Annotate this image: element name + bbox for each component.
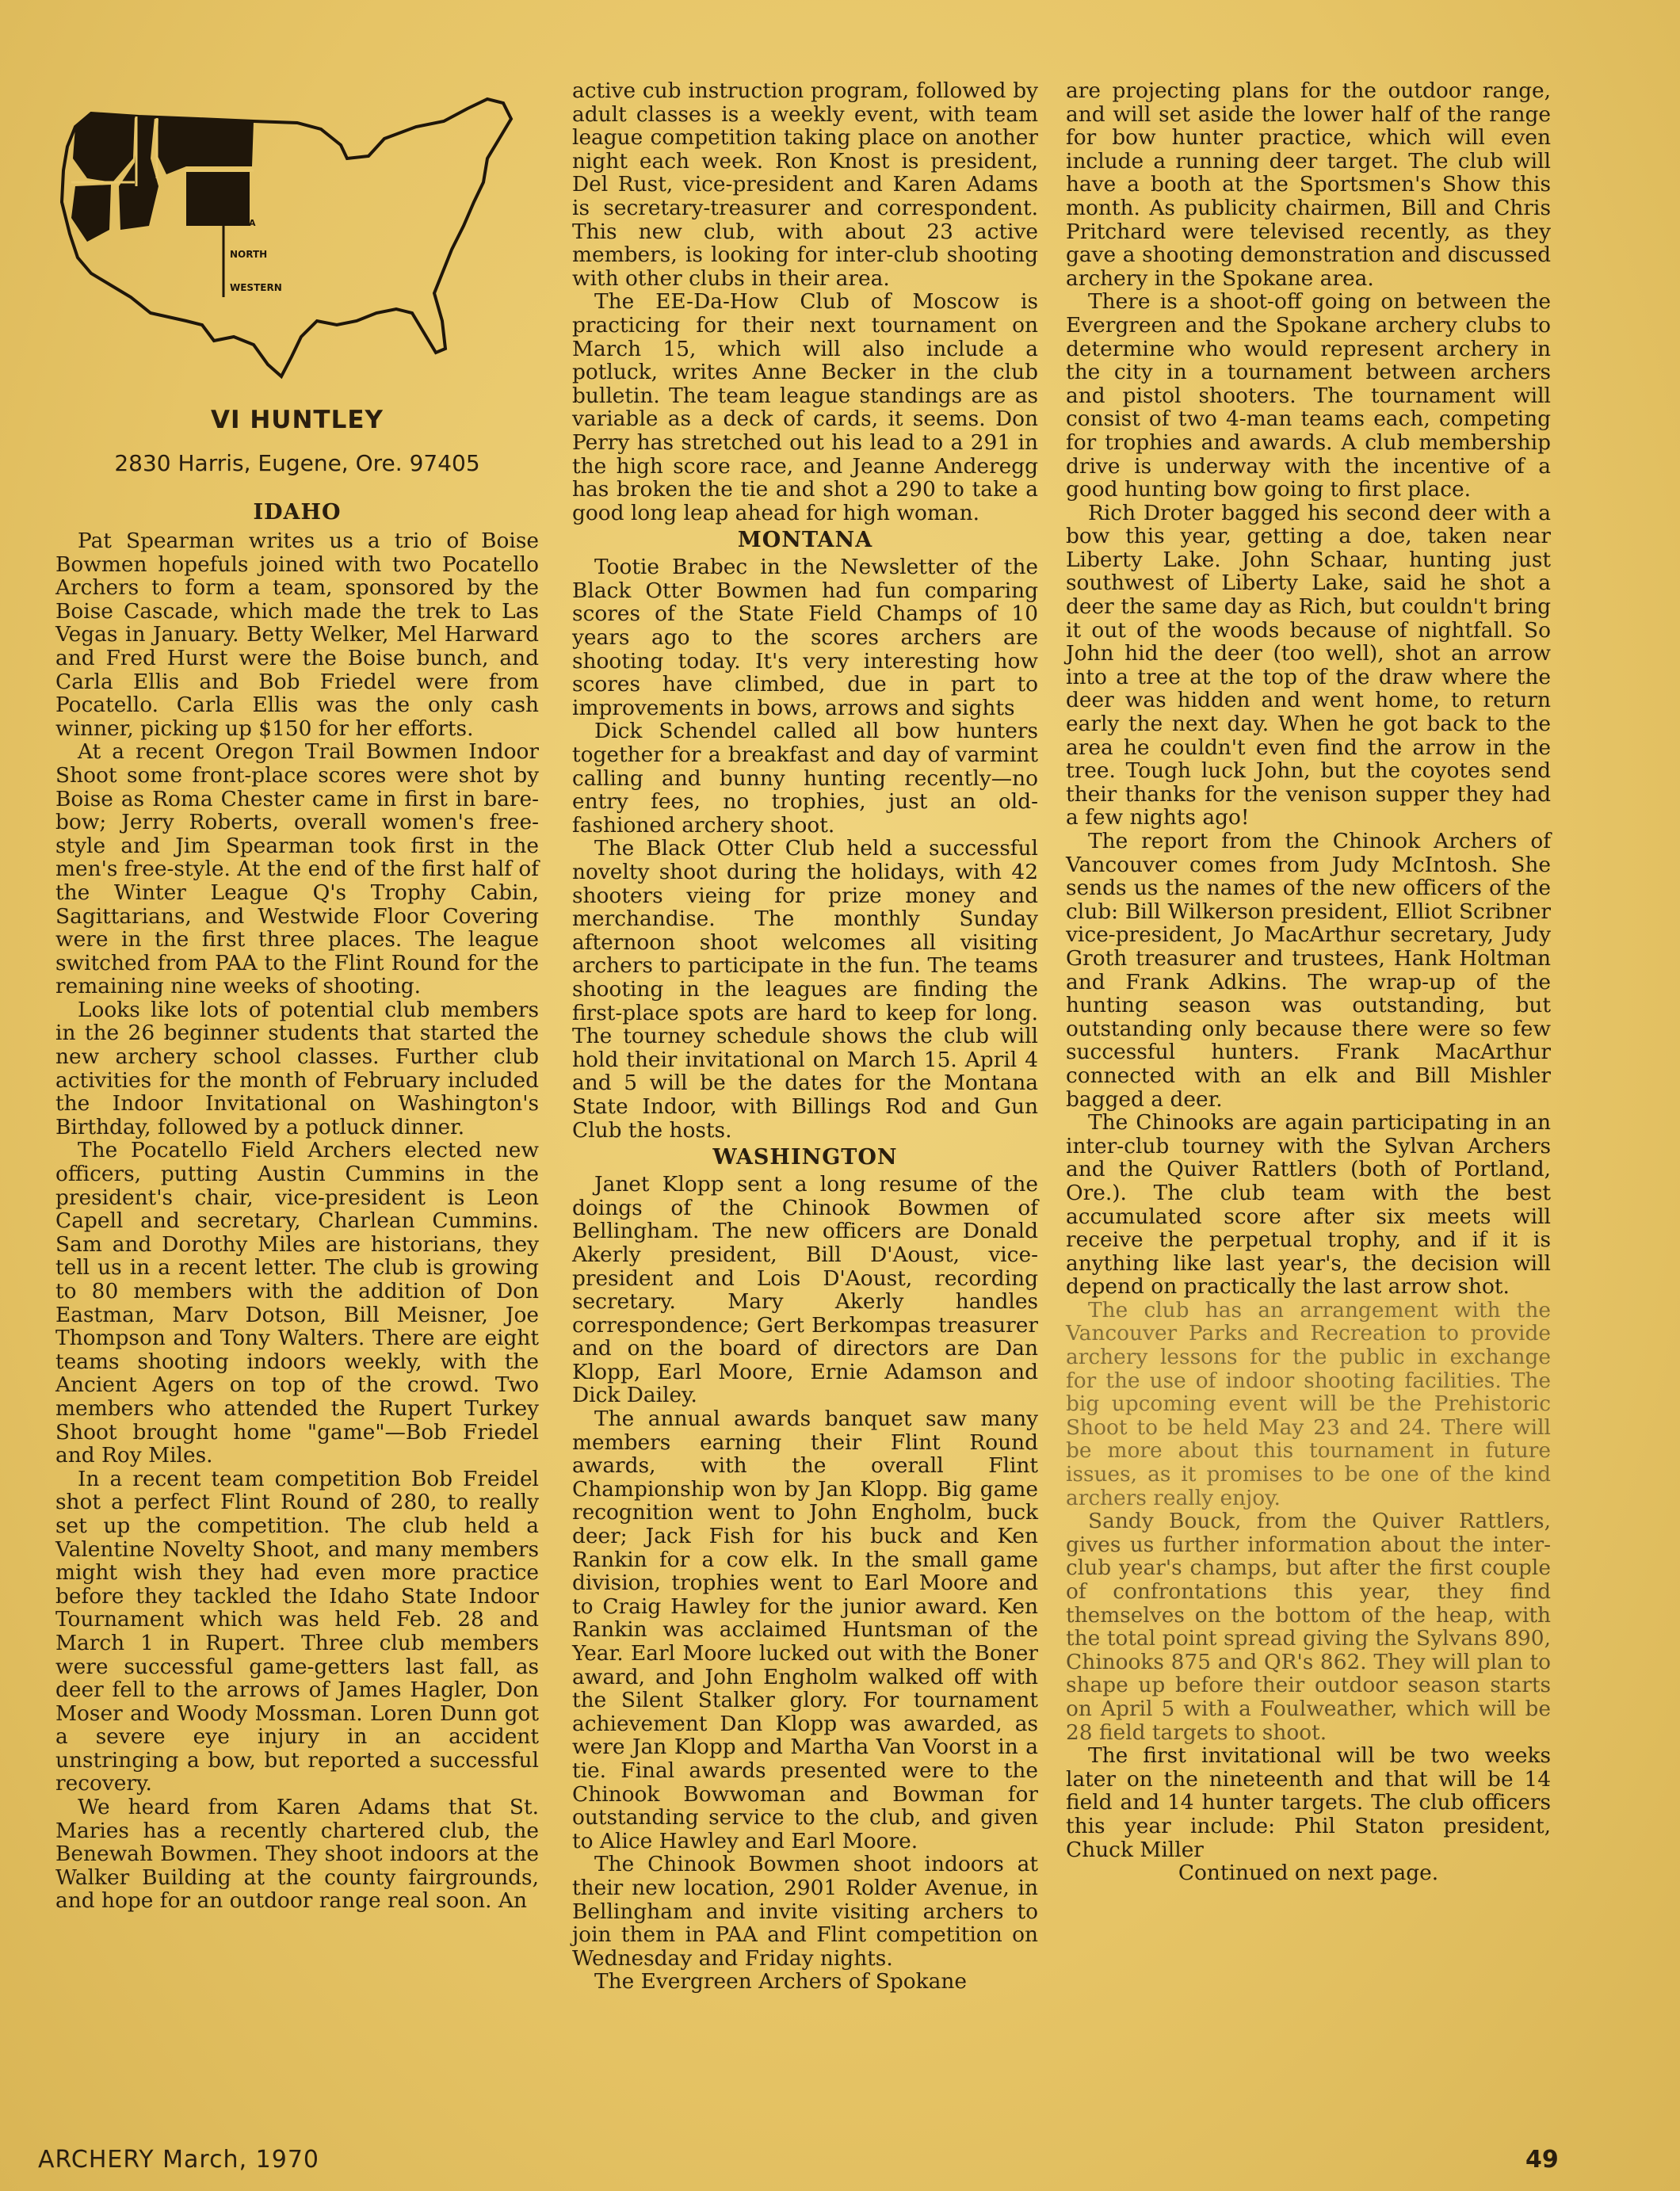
paragraph: In a recent team competition Bob Freidel shot a perfect Flint Round of 280, to really set up the competition. The club held a Valentine Novelty Shoot, and many members might wish they had even more practice before they tackled the Idaho State Indoor Tournament which was held Feb. 28 and March 1 in Rupert. Three club members were successful game-getters last fall, as deer fell to the arrows of James Hagler, Don Moser and Woody Mossman. Loren Dunn got a severe eye injury in an accident unstringing a bow, but reported a successful recovery. — [55, 1466, 539, 1796]
map-label-western: WESTERN — [230, 282, 282, 293]
paragraph: The Chinooks are again participating in an inter-club tourney with the Sylvan Archers and the Quiver Rattlers (both of Portland, Ore.). The club team with the best accumulated score after six meets will receive the perpetual trophy, and if it is anything like last year's, the decision will depend on practically the last arrow shot. — [1066, 1110, 1551, 1300]
state-montana — [157, 118, 254, 174]
section-heading-montana: MONTANA — [737, 528, 873, 553]
paragraph: There is a shoot-off going on between the Evergreen and the Spokane archery clubs to determine who would represent archery in the city in a tournament between archers and pistol shooters. The tournament will consist of two 4-man teams each, competing for trophies and awards. A club membership drive is underway with the incentive of a good hunting bow going to first place. — [1066, 289, 1551, 502]
section-heading-washington: WASHINGTON — [712, 1145, 898, 1170]
paragraph: Janet Klopp sent a long resume of the doings of the Chinook Bowmen of Bellingham. The new officers are Donald Akerly president, Bill D'Aoust, vice-president and Lois D'Aoust, recording secretary. Mary Akerly handles correspondence; Gert Berkompas treasurer and on the board of directors are Dan Klopp, Earl Moore, Ernie Adamson and Dick Dailey. — [572, 1172, 1038, 1408]
paragraph: are projecting plans for the outdoor range, and will set aside the lower half of the range for bow hunter practice, which will even include a running deer target. The club will have a booth at the Sportsmen's Show this month. As publicity chairmen, Bill and Chris Pritchard were televised recently, as they gave a shooting demonstration and discussed archery in the Spokane area. — [1066, 78, 1551, 291]
usa-map-graphic — [55, 83, 539, 396]
region-map — [55, 83, 539, 396]
paragraph: At a recent Oregon Trail Bowmen Indoor Shoot some front-place scores were shot by Boise as Roma Chester came in first in bare-bow; Jerry Roberts, overall women's free-style and Jim Spearman took first in the men's free-style. At the end of the first half of the Winter League Q's Trophy Cabin, Sagittarians, and Westwide Floor Covering were in the first three places. The league switched from PAA to the Flint Round for the remaining nine weeks of shooting. — [55, 739, 539, 999]
page-number: 49 — [1525, 2146, 1559, 2174]
map-label-nfaa: NFAA — [230, 218, 256, 228]
paragraph: Sandy Bouck, from the Quiver Rattlers, gives us further information about the inter-club year's champs, but after the first couple of confrontations this year, they find themselves on the bottom of the heap, with the total point spread giving the Sylvans 890, Chinooks 875 and QR's 862. They will plan to shape up before their outdoor season starts on April 5 with a Foulweather, which will be 28 field targets to shoot. — [1066, 1509, 1551, 1745]
paragraph: The EE-Da-How Club of Moscow is practicing for their next tournament on March 15, which will also include a potluck, writes Anne Becker in the club bulletin. The team league standings are as variable as a deck of cards, it seems. Don Perry has stretched out his lead to a 291 in the high score race, and Jeanne Anderegg has broken the tie and shot a 290 to take a good long leap ahead for high woman. — [572, 289, 1038, 525]
paragraph: The Black Otter Club held a successful novelty shoot during the holidays, with 42 shooters vieing for prize money and merchandise. The monthly Sunday afternoon shoot welcomes all visiting archers to participate in the fun. The teams shooting in the leagues are finding the first-place spots are hard to keep for long. The tourney schedule shows the club will hold their invitational on March 15. April 4 and 5 will be the dates for the Montana State Indoor, with Billings Rod and Gun Club the hosts. — [572, 836, 1038, 1143]
paragraph: active cub instruction program, followed by adult classes is a weekly event, with team league competition taking place on another night each week. Ron Knost is president, Del Rust, vice-president and Karen Adams is secretary-treasurer and correspondent. This new club, with about 23 active members, is looking for inter-club shooting with other clubs in their area. — [572, 78, 1038, 291]
paragraph: Dick Schendel called all bow hunters together for a breakfast and day of varmint calling and bunny hunting recently—no entry fees, no trophies, just an old-fashioned archery shoot. — [572, 719, 1038, 838]
paragraph: We heard from Karen Adams that St. Maries has a recently chartered club, the Benewah Bowmen. They shoot indoors at the Walker Building at the county fairgrounds, and hope for an outdoor range real soon. An — [55, 1795, 539, 1914]
paragraph: The club has an arrangement with the Vancouver Parks and Recreation to provide archery lessons for the public in exchange for the use of indoor shooting facilities. The big upcoming event will be the Prehistoric Shoot to be held May 23 and 24. There will be more about this tournament in future issues, as it promises to be one of the kind archers really enjoy. — [1066, 1297, 1551, 1510]
paragraph: The first invitational will be two weeks later on the nineteenth and that will be 14 field and 14 hunter targets. The club officers this year include: Phil Staton president, Chuck Miller — [1066, 1743, 1551, 1862]
author-name: VI HUNTLEY — [211, 406, 384, 434]
paragraph: The report from the Chinook Archers of Vancouver comes from Judy McIntosh. She sends us the names of the new officers of the club: Bill Wilkerson president, Elliot Scribner vice-president, Jo MacArthur secretary, Judy Groth treasurer and trustees, Hank Holtman and Frank Adkins. The wrap-up of the hunting season was outstanding, but outstanding only because there were so few successful hunters. Frank MacArthur connected with an elk and Bill Mishler bagged a deer. — [1066, 829, 1551, 1112]
paragraph: Pat Spearman writes us a trio of Boise Bowmen hopefuls joined with two Pocatello Archers to form a team, sponsored by the Boise Cascade, which made the trek to Las Vegas in January. Betty Welker, Mel Harward and Fred Hurst were the Boise bunch, and Carla Ellis and Bob Friedel were from Pocatello. Carla Ellis was the only cash winner, picking up $150 for her efforts. — [55, 529, 539, 741]
column-3 — [1066, 79, 1551, 1885]
column-2 — [572, 79, 1038, 1994]
paragraph: Looks like lots of potential club members in the 26 beginner students that started the new archery school classes. Further club activities for the month of February included the Indoor Invitational on Washington's Birthday, followed by a potluck dinner. — [55, 997, 539, 1139]
author-address: 2830 Harris, Eugene, Ore. 97405 — [114, 450, 480, 476]
paragraph: The Chinook Bowmen shoot indoors at their new location, 2901 Rolder Avenue, in Bellingham and invite visiting archers to join them in PAA and Flint competition on Wednesday and Friday nights. — [572, 1852, 1038, 1971]
paragraph: Tootie Brabec in the Newsletter of the Black Otter Bowmen had fun comparing scores of the State Field Champs of 10 years ago to the scores archers are shooting today. It's very interesting how scores have climbed, due in part to improvements in bows, arrows and sights — [572, 555, 1038, 720]
magazine-footer: ARCHERY March, 1970 — [38, 2146, 319, 2174]
state-washington-oregon — [73, 113, 135, 182]
state-oregon — [71, 185, 111, 242]
paragraph: Rich Droter bagged his second deer with a bow this year, getting a doe, taken near Liberty Lake. John Schaar, hunting just southwest of Liberty Lake, said he shot a deer the same day as Rich, but couldn't bring it out of the woods because of nightfall. So John hid the deer (too well), shot an arrow into a tree at the top of the draw where the deer was hidden and went home, to return early the next day. When he got back to the area he couldn't even find the arrow in the tree. Tough luck John, but the coyotes send their thanks for the venison supper they had a few nights ago! — [1066, 500, 1551, 830]
continued-note: Continued on next page. — [1178, 1861, 1439, 1886]
section-heading-idaho: IDAHO — [253, 500, 342, 525]
column-1 — [55, 83, 539, 1913]
paragraph: The Pocatello Field Archers elected new officers, putting Austin Cummins in the president's chair, vice-president is Leon Capell and secretary, Charlean Cummins. Sam and Dorothy Miles are historians, they tell us in a recent letter. The club is growing to 80 members with the addition of Don Eastman, Marv Dotson, Bill Meisner, Joe Thompson and Tony Walters. There are eight teams shooting indoors weekly, with the Ancient Agers on top of the crowd. Two members who attended the Rupert Turkey Shoot brought home "game"—Bob Friedel and Roy Miles. — [55, 1138, 539, 1468]
paragraph: The Evergreen Archers of Spokane — [594, 1969, 968, 1994]
map-label-north: NORTH — [230, 249, 268, 260]
paragraph: The annual awards banquet saw many members earning their Flint Round awards, with the overall Flint Championship won by Jan Klopp. Big game recognition went to John Engholm, buck deer; Jack Fish for his buck and Ken Rankin for a cow elk. In the small game division, trophies went to Earl Moore and to Craig Hawley for the junior award. Ken Rankin was acclaimed Huntsman of the Year. Earl Moore lucked out with the Boner award, and John Engholm walked off with the Silent Stalker glory. For tournament achievement Dan Klopp was awarded, as were Jan Klopp and Martha Van Voorst in a tie. Final awards presented were to the Chinook Bowwoman and Bowman for outstanding service to the club, and given to Alice Hawley and Earl Moore. — [572, 1407, 1038, 1853]
